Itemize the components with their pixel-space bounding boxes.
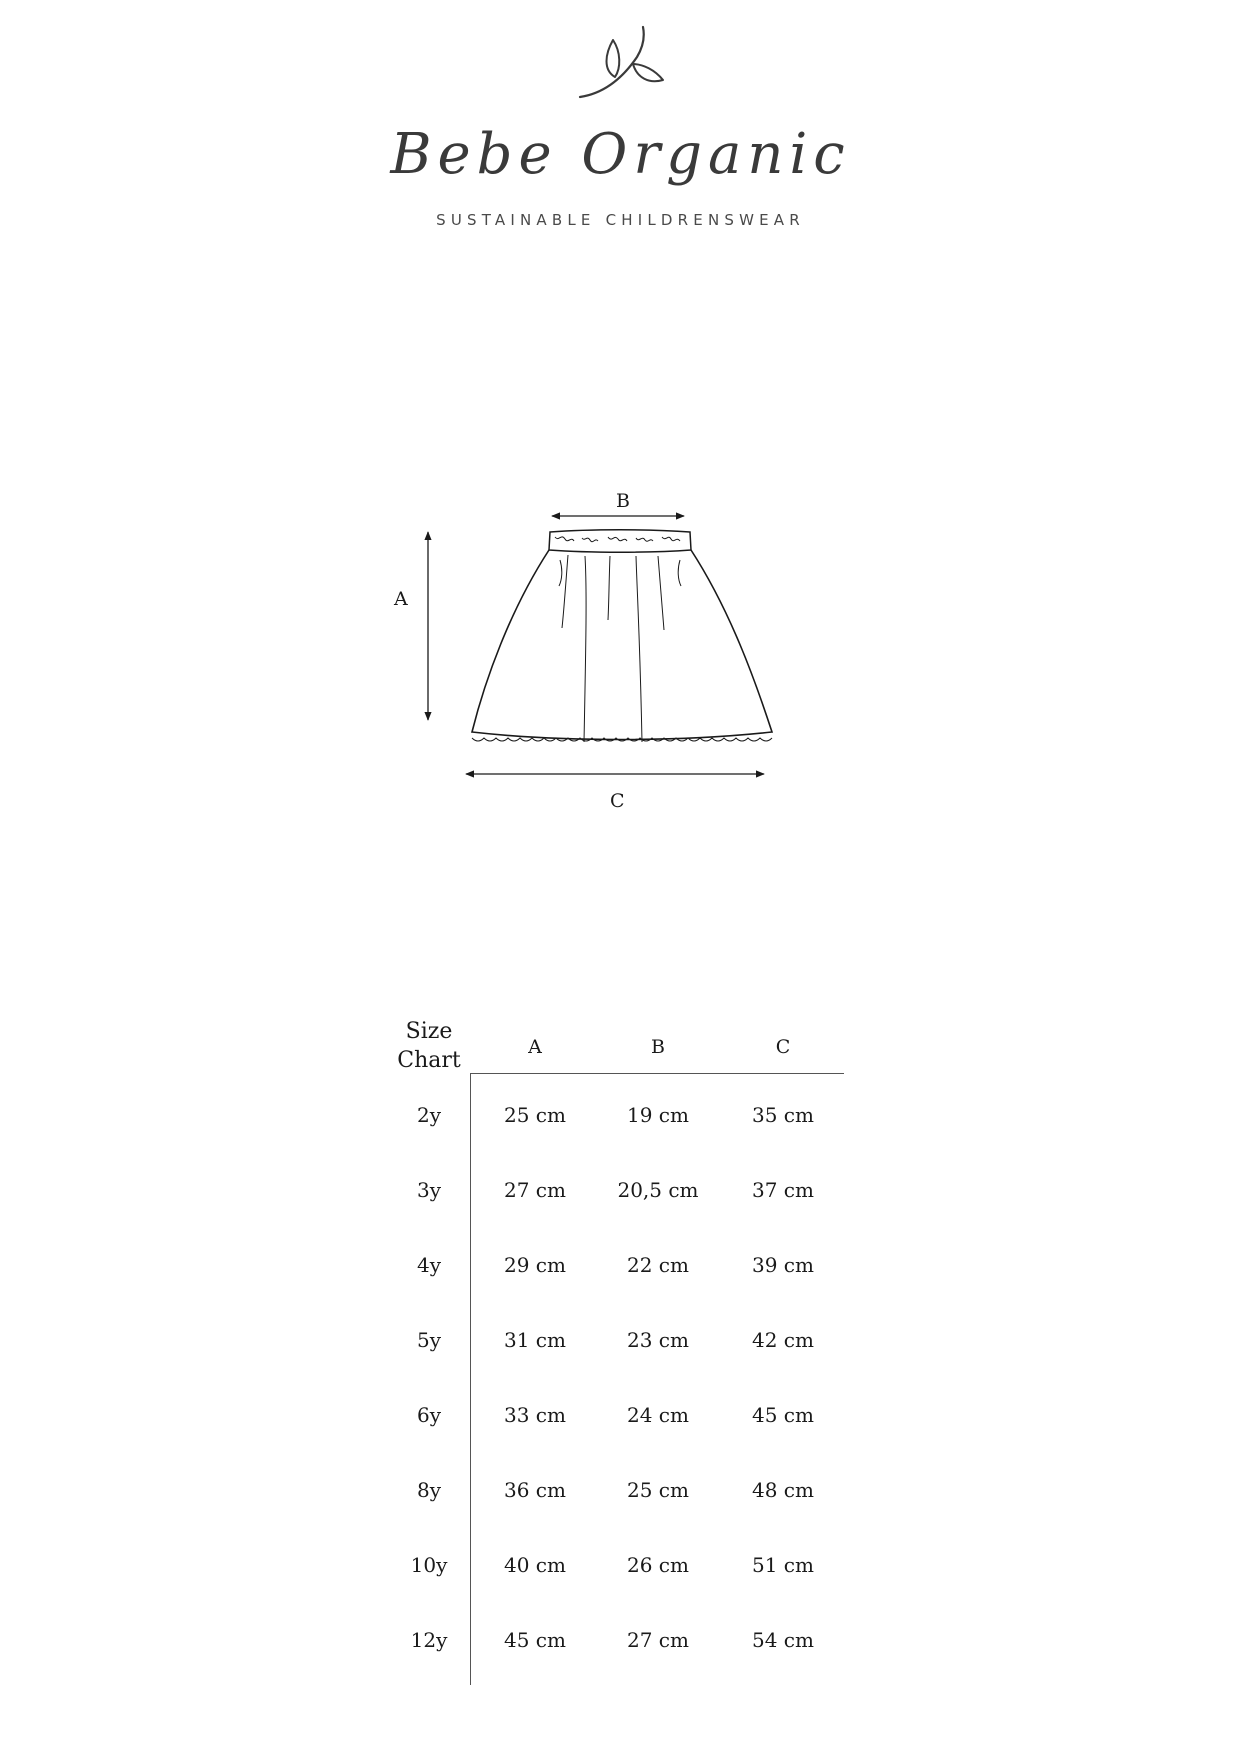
measure-a-cell: 27 cm bbox=[504, 1178, 566, 1202]
size-column-divider bbox=[470, 1073, 471, 1685]
header-divider bbox=[470, 1073, 844, 1074]
measure-c-cell: 42 cm bbox=[752, 1328, 814, 1352]
table-row bbox=[0, 1328, 1241, 1358]
measure-c-cell: 39 cm bbox=[752, 1253, 814, 1277]
measure-b-cell: 25 cm bbox=[627, 1478, 689, 1502]
size-chart-title-line1: Size bbox=[405, 1019, 453, 1044]
size-cell: 8y bbox=[416, 1478, 442, 1502]
table-row bbox=[0, 1478, 1241, 1508]
size-chart-title-line2: Chart bbox=[397, 1048, 461, 1073]
dimension-label-c: C bbox=[610, 790, 625, 812]
measure-a-cell: 45 cm bbox=[504, 1628, 566, 1652]
size-cell: 6y bbox=[416, 1403, 442, 1427]
size-chart-title bbox=[384, 1017, 474, 1075]
measure-c-cell: 48 cm bbox=[752, 1478, 814, 1502]
measure-a-cell: 31 cm bbox=[504, 1328, 566, 1352]
table-row bbox=[0, 1253, 1241, 1283]
size-cell: 10y bbox=[410, 1553, 448, 1577]
measure-c-cell: 35 cm bbox=[752, 1103, 814, 1127]
measure-a-cell: 29 cm bbox=[504, 1253, 566, 1277]
table-row bbox=[0, 1103, 1241, 1133]
leaf-sprig-icon bbox=[575, 22, 670, 107]
size-cell: 3y bbox=[416, 1178, 442, 1202]
measure-c-cell: 37 cm bbox=[752, 1178, 814, 1202]
table-row bbox=[0, 1628, 1241, 1658]
skirt-body bbox=[472, 550, 772, 740]
measure-b-cell: 23 cm bbox=[627, 1328, 689, 1352]
measure-b-cell: 22 cm bbox=[627, 1253, 689, 1277]
measure-c-cell: 51 cm bbox=[752, 1553, 814, 1577]
column-header-a: A bbox=[528, 1036, 542, 1058]
brand-name: Bebe Organic bbox=[390, 122, 851, 187]
skirt-drawing bbox=[390, 480, 810, 830]
column-header-b: B bbox=[651, 1036, 665, 1058]
size-cell: 5y bbox=[416, 1328, 442, 1352]
measure-b-cell: 24 cm bbox=[627, 1403, 689, 1427]
skirt-diagram bbox=[390, 480, 810, 830]
dimension-label-b: B bbox=[616, 490, 630, 512]
measure-c-cell: 54 cm bbox=[752, 1628, 814, 1652]
measure-b-cell: 20,5 cm bbox=[617, 1178, 699, 1202]
measure-b-cell: 19 cm bbox=[627, 1103, 689, 1127]
measure-b-cell: 26 cm bbox=[627, 1553, 689, 1577]
measure-a-cell: 33 cm bbox=[504, 1403, 566, 1427]
size-cell: 4y bbox=[416, 1253, 442, 1277]
table-row bbox=[0, 1403, 1241, 1433]
dimension-label-a: A bbox=[394, 588, 408, 610]
brand-tagline: SUSTAINABLE CHILDRENSWEAR bbox=[436, 211, 805, 229]
table-row bbox=[0, 1553, 1241, 1583]
measure-a-cell: 25 cm bbox=[504, 1103, 566, 1127]
measure-a-cell: 40 cm bbox=[504, 1553, 566, 1577]
size-cell: 2y bbox=[416, 1103, 442, 1127]
table-row bbox=[0, 1178, 1241, 1208]
measure-a-cell: 36 cm bbox=[504, 1478, 566, 1502]
column-header-c: C bbox=[775, 1036, 791, 1058]
measure-b-cell: 27 cm bbox=[627, 1628, 689, 1652]
size-cell: 12y bbox=[410, 1628, 448, 1652]
measure-c-cell: 45 cm bbox=[752, 1403, 814, 1427]
